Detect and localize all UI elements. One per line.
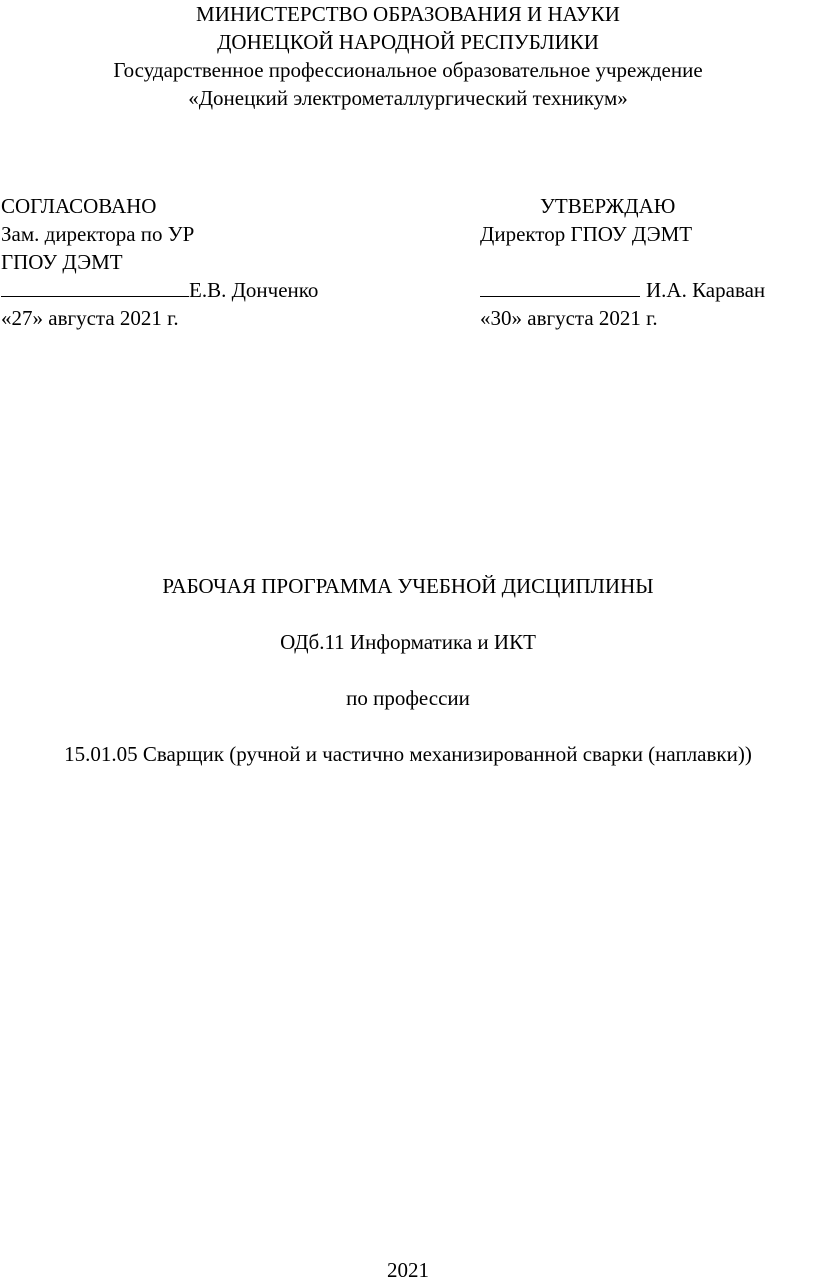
approval-left-heading: СОГЛАСОВАНО xyxy=(1,194,157,218)
institution-name: «Донецкий электрометаллургический техникум» xyxy=(188,86,628,110)
approval-left-position-2: ГПОУ ДЭМТ xyxy=(1,250,123,274)
footer-year: 2021 xyxy=(387,1258,429,1282)
ministry-line-2: ДОНЕЦКОЙ НАРОДНОЙ РЕСПУБЛИКИ xyxy=(217,30,599,54)
program-title: РАБОЧАЯ ПРОГРАММА УЧЕБНОЙ ДИСЦИПЛИНЫ xyxy=(162,574,654,598)
profession-name: 15.01.05 Сварщик (ручной и частично механизированной сварки (наплавки)) xyxy=(64,742,752,766)
approval-right-date: «30» августа 2021 г. xyxy=(480,306,658,330)
approval-right-position-1: Директор ГПОУ ДЭМТ xyxy=(480,222,693,246)
profession-label: по профессии xyxy=(346,686,470,710)
ministry-line-1: МИНИСТЕРСТВО ОБРАЗОВАНИЯ И НАУКИ xyxy=(196,2,620,26)
approval-left-signature-line xyxy=(1,278,318,302)
institution-type: Государственное профессиональное образовательное учреждение xyxy=(113,58,703,82)
approval-left-position-1: Зам. директора по УР xyxy=(1,222,195,246)
signature-underline xyxy=(1,278,189,297)
approval-right-heading: УТВЕРЖДАЮ xyxy=(540,194,676,218)
signature-underline xyxy=(480,278,640,297)
discipline-name: ОДб.11 Информатика и ИКТ xyxy=(280,630,536,654)
approval-left-date: «27» августа 2021 г. xyxy=(1,306,179,330)
approval-right-signature-line xyxy=(480,278,765,302)
approval-right-signatory: И.А. Караван xyxy=(646,278,766,302)
approval-left-signatory: Е.В. Донченко xyxy=(189,278,319,302)
